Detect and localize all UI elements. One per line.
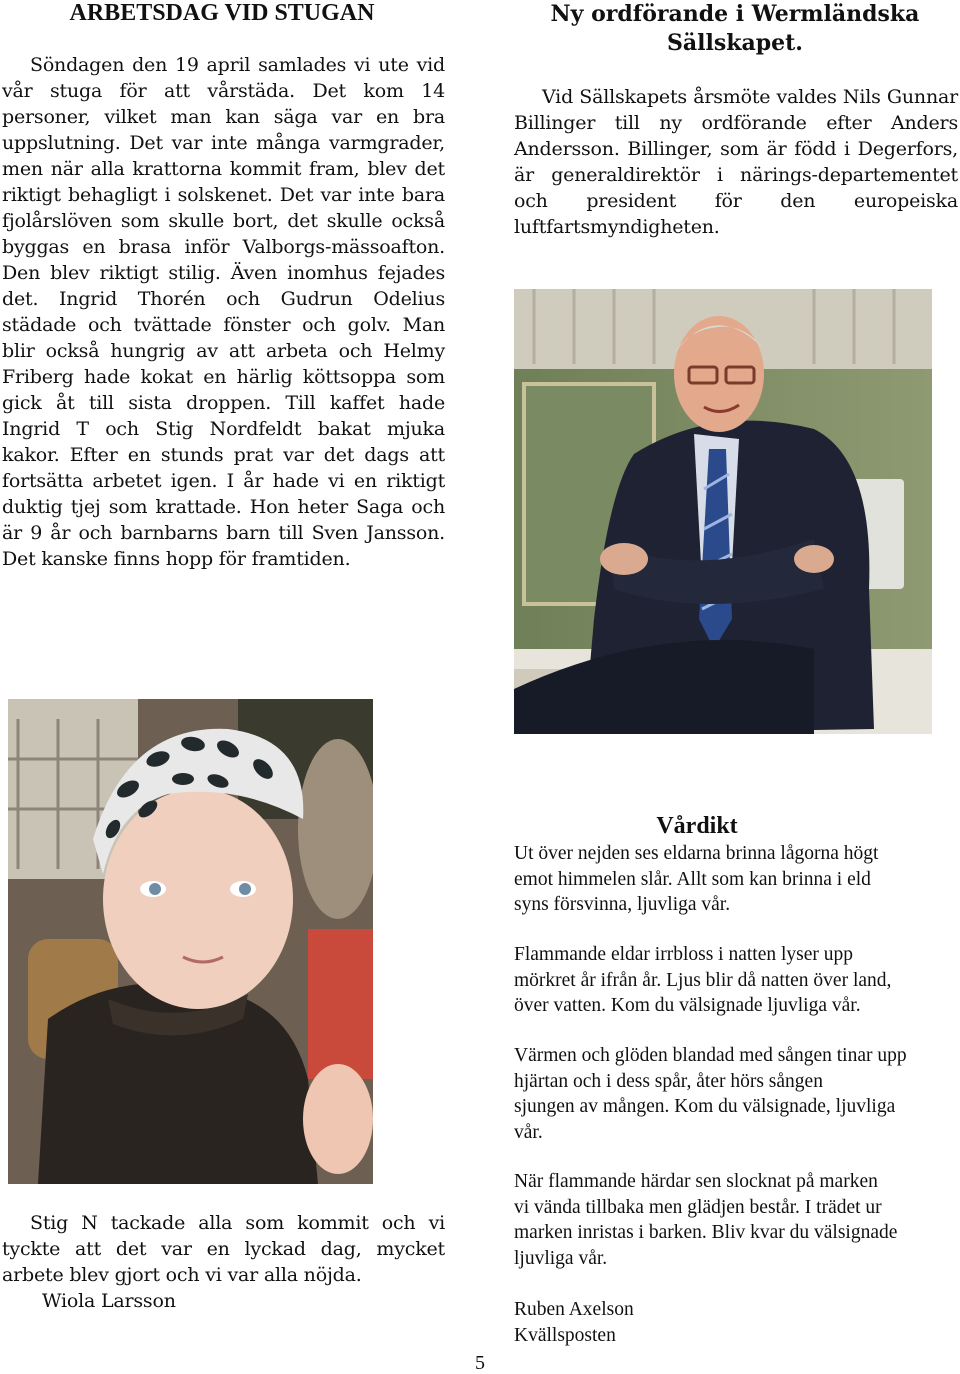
poem-stanza — [514, 841, 960, 918]
article-title: ARBETSDAG VID STUGAN — [69, 0, 375, 26]
poem-stanza — [514, 942, 960, 1019]
poem-credit — [514, 1297, 960, 1348]
poem-stanza — [514, 1043, 960, 1145]
poem-line: över vatten. Kom du välsignade ljuvliga vår. — [514, 995, 861, 1016]
article-body — [2, 52, 445, 572]
poem-line: hjärtan och i dess spår, åter hörs sången — [514, 1070, 823, 1092]
girl-photo — [8, 699, 373, 1184]
poem-line: emot himmelen slår. Allt som kan brinna i eld — [514, 868, 871, 890]
page-number: 5 — [475, 1352, 485, 1374]
article-closing — [2, 1210, 445, 1314]
poem-line: När flammande härdar sen slocknat på marken — [514, 1171, 878, 1192]
poem-line: ljuvliga vår. — [514, 1247, 608, 1269]
article-paragraph: Söndagen den 19 april samlades vi ute vid vår stuga för att vårstäda. Det kom 14 personer, vilket man kan säga var en bra uppslutning. Det var inte många varmgrader, men när alla krattorna kommit fram, blev det riktigt behagligt i solskenet. Det var inte bara fjolårslöven som skulle bort, det skulle också byggas en brasa inför Valborgs-mässoafton. Den blev riktigt stilig. Även inomhus fejades det. Ingrid Thorén och Gudrun Odelius städade och tvättade fönster och golv. Man blir också hungrig av att arbeta och Helmy Friberg hade kokat en härlig köttsoppa som gick åt till sista droppen. Till kaffet hade Ingrid T och Stig Nordfeldt bakat mjuka kakor. Efter en stunds prat var det dags att fortsätta arbetet igen. I år hade vi en riktigt duktig tjej som krattade. Hon heter Saga och är 9 år och barnbarns barn till Sven Jansson. Det kanske finns hopp för framtiden. — [2, 54, 445, 570]
closing-paragraph: Stig N tackade alla som kommit och vi tyckte att det var en lyckad dag, mycket arbete blev gjort och vi var alla nöjda. — [2, 1212, 445, 1286]
poem-line: mörkret år ifrån år. Ljus blir då natten över land, — [514, 969, 892, 991]
article-signature: Wiola Larsson — [42, 1290, 176, 1312]
news-headline: Ny ordförande i Wermländska Sällskapet. — [550, 1, 920, 56]
poem-source: Kvällsposten — [514, 1324, 616, 1346]
poem-line: vår. — [514, 1121, 543, 1143]
poem-line: vi vända tillbaka men glädjen består. I trädet ur — [514, 1196, 882, 1218]
poem-author: Ruben Axelson — [514, 1299, 634, 1320]
poem-line: Flammande eldar irrbloss i natten lyser upp — [514, 944, 854, 965]
chairman-photo — [514, 289, 932, 734]
poem-stanza — [514, 1169, 960, 1271]
news-paragraph: Vid Sällskapets årsmöte valdes Nils Gunnar Billinger till ny ordförande efter Anders Andersson. Billinger, som är född i Degerfors, är generaldirektör i närings-departementet och president för den europeiska luftfartsmyndigheten. — [514, 86, 958, 238]
poem-line: syns försvinna, ljuvliga vår. — [514, 894, 731, 915]
poem-line: sjungen av mången. Kom du välsignade, ljuvliga — [514, 1096, 896, 1117]
poem-line: Ut över nejden ses eldarna brinna lågorna högt — [514, 843, 879, 864]
poem-line: marken inristas i barken. Bliv kvar du välsignade — [514, 1222, 898, 1243]
news-body — [514, 84, 958, 240]
poem-line: Värmen och glöden blandad med sången tinar upp — [514, 1045, 907, 1066]
poem-title: Vårdikt — [656, 813, 738, 839]
